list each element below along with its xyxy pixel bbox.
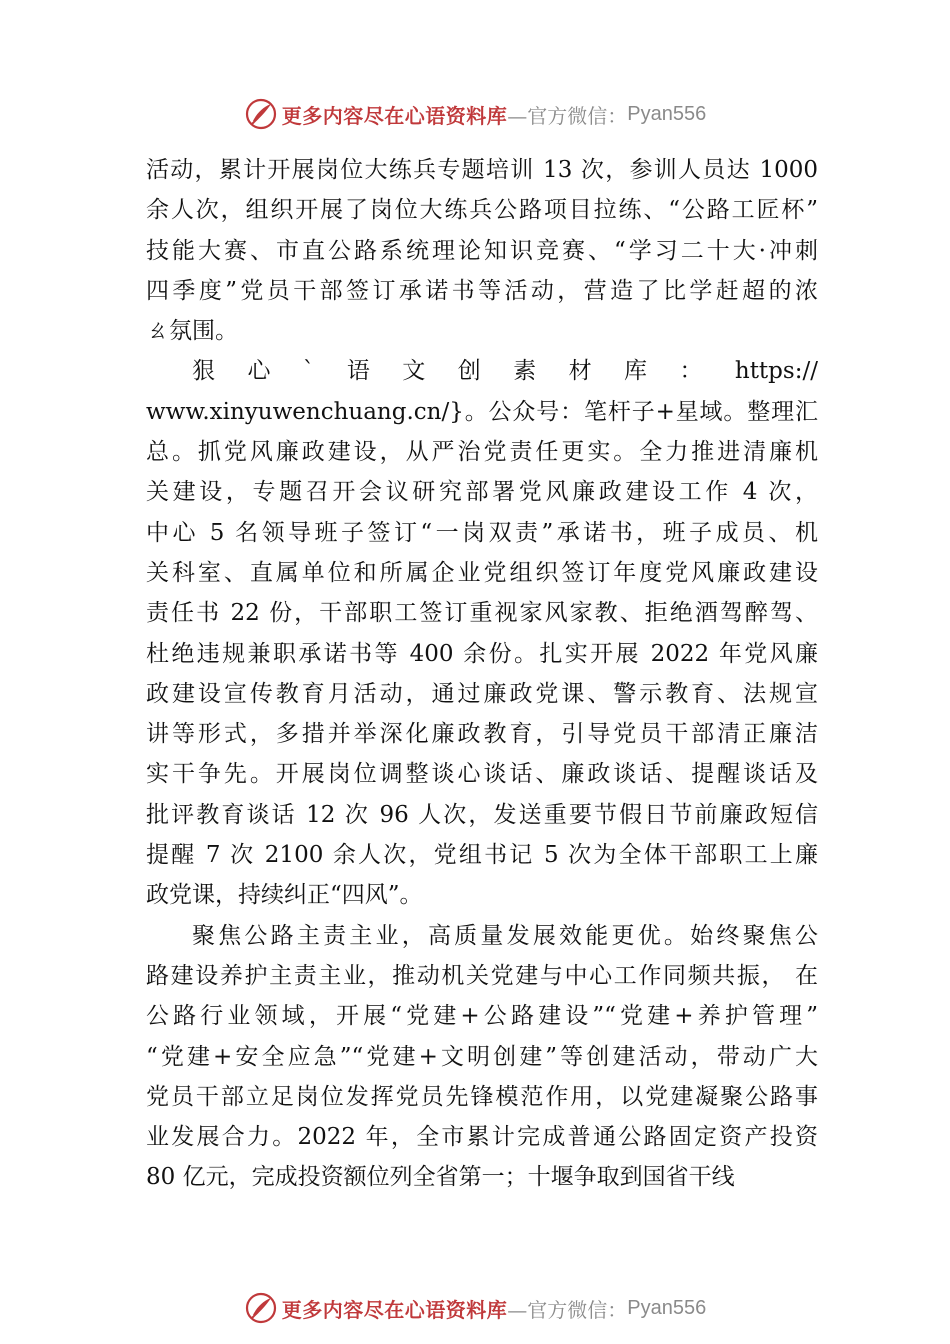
text-line: 提醒 7 次 2100 余人次，党组书记 5 次为全体干部职工上廉 <box>146 842 818 869</box>
text-line: 关建设，专题召开会议研究部署党风廉政建设工作 4 次， <box>146 479 818 506</box>
spaced-char: 库 <box>624 358 647 385</box>
footer-banner-dash: —官方微信： <box>507 1297 628 1322</box>
spaced-char: 材 <box>568 358 592 385</box>
spaced-char: ： <box>679 358 703 385</box>
header-banner <box>0 94 950 134</box>
text-line: 公路行业领域，开展“党建+公路建设”“党建+养护管理” <box>146 1003 818 1030</box>
footer-banner-title: 更多内容尽在心语资料库 <box>281 1297 508 1322</box>
text-line: 政党课，持续纠正“四风”。 <box>146 882 423 909</box>
text-line: 讲等形式，多措并举深化廉政教育，引导党员干部清正廉洁 <box>146 721 818 748</box>
spaced-char: 创 <box>457 358 481 385</box>
spaced-char: ` <box>302 358 315 385</box>
document-body <box>146 150 818 1198</box>
text-line: 责任书 22 份，干部职工签订重视家风家教、拒绝酒驾醉驾、 <box>146 600 818 627</box>
header-banner-dash: —官方微信： <box>507 103 628 128</box>
quill-logo-icon <box>244 1291 278 1325</box>
spaced-heading-line <box>146 351 818 391</box>
text-line: 总。抓党风廉政建设，从严治党责任更实。全力推进清廉机 <box>146 439 818 466</box>
spaced-char: 语 <box>346 358 370 385</box>
text-line: 技能大赛、市直公路系统理论知识竞赛、“学习二十大·冲刺 <box>146 237 818 264</box>
paragraph-2 <box>146 351 818 915</box>
footer-banner-handle: Pyan556 <box>627 1296 707 1319</box>
text-line: “党建+安全应急”“党建+文明创建”等创建活动，带动广大 <box>146 1043 818 1070</box>
text-line: www.xinyuwenchuang.cn/}。公众号：笔杆子+星域。整理汇 <box>146 398 818 425</box>
spaced-url-start: https:// <box>734 358 818 385</box>
text-line: 路建设养护主责主业，推动机关党建与中心工作同频共振， 在 <box>146 962 818 989</box>
text-line: 实干争先。开展岗位调整谈心谈话、廉政谈话、提醒谈话及 <box>146 761 818 788</box>
text-line: ㄠ氛围。 <box>146 318 238 345</box>
paragraph-1 <box>146 150 818 351</box>
text-line: 余人次，组织开展了岗位大练兵公路项目拉练、“公路工匠杯” <box>146 197 818 224</box>
header-banner-handle: Pyan556 <box>627 102 707 125</box>
footer-banner <box>0 1288 950 1328</box>
text-line: 政建设宣传教育月活动，通过廉政党课、警示教育、法规宣 <box>146 680 818 707</box>
text-line: 业发展合力。2022 年，全市累计完成普通公路固定资产投资 <box>146 1124 818 1151</box>
quill-logo-icon <box>244 97 278 131</box>
text-line: 聚焦公路主责主业，高质量发展效能更优。始终聚焦公 <box>192 922 818 949</box>
text-line: 批评教育谈话 12 次 96 人次，发送重要节假日节前廉政短信 <box>146 801 818 828</box>
text-line: 中心 5 名领导班子签订“一岗双责”承诺书，班子成员、机 <box>146 519 818 546</box>
spaced-char: 素 <box>513 358 537 385</box>
text-line: 杜绝违规兼职承诺书等 400 余份。扎实开展 2022 年党风廉 <box>146 640 818 667</box>
text-line: 四季度”党员干部签订承诺书等活动，营造了比学赶超的浓 <box>146 277 818 304</box>
paragraph-3 <box>146 916 818 1198</box>
text-line: 80 亿元，完成投资额位列全省第一；十堰争取到国省干线 <box>146 1164 735 1191</box>
spaced-char: 文 <box>402 358 426 385</box>
spaced-char: 狠 <box>192 358 215 385</box>
spaced-char: 心 <box>247 358 271 385</box>
text-line: 关科室、直属单位和所属企业党组织签订年度党风廉政建设 <box>146 559 818 586</box>
text-line: 党员干部立足岗位发挥党员先锋模范作用，以党建凝聚公路事 <box>146 1083 818 1110</box>
header-banner-title: 更多内容尽在心语资料库 <box>281 103 508 128</box>
text-line: 活动，累计开展岗位大练兵专题培训 13 次，参训人员达 1000 <box>146 157 818 183</box>
